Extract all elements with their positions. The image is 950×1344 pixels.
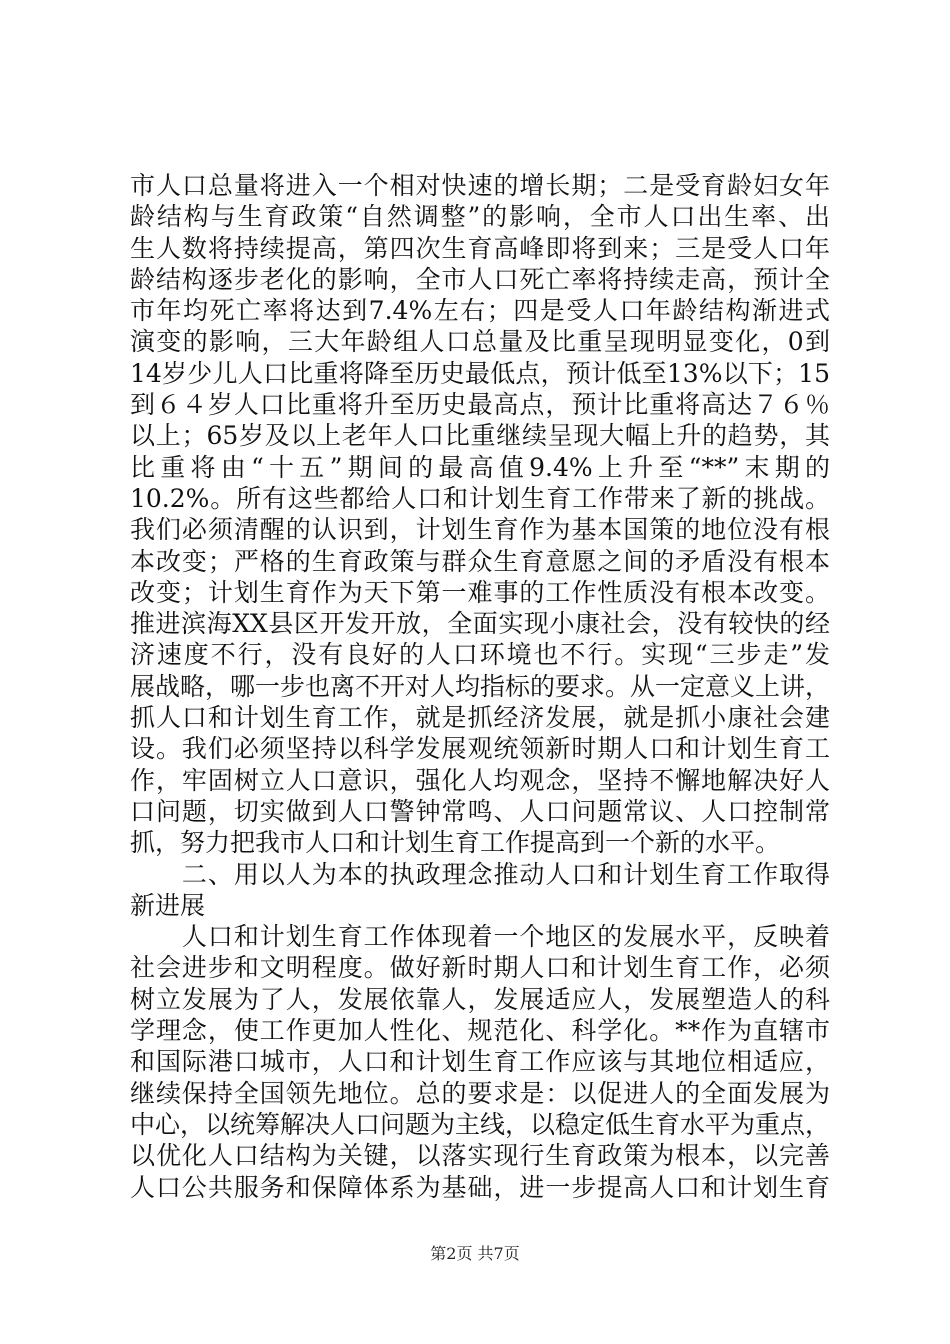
text-line: 人口和计划生育工作体现着一个地区的发展水平，反映着 [130,922,830,952]
page-number-footer: 第2页 共7页 [430,1244,520,1263]
text-line: 龄结构与生育政策“自然调整”的影响，全市人口出生率、出 [130,202,830,232]
text-line: 作，牢固树立人口意识，强化人均观念，坚持不懈地解决好人 [130,765,830,795]
text-line: 市年均死亡率将达到7.4%左右；四是受人口年龄结构渐进式 [130,296,830,326]
text-line: 生人数将持续提高，第四次生育高峰即将到来；三是受人口年 [130,233,830,263]
text-line: 改变；计划生育作为天下第一难事的工作性质没有根本改变。 [130,577,830,607]
section-heading-line: 新进展 [130,890,206,920]
text-line: 14岁少儿人口比重将降至历史最低点，预计低至13%以下；15 [130,358,830,388]
text-line: 社会进步和文明程度。做好新时期人口和计划生育工作，必须 [130,953,830,983]
text-line: 树立发展为了人，发展依靠人，发展适应人，发展塑造人的科 [130,984,830,1014]
text-line: 我们必须清醒的认识到，计划生育作为基本国策的地位没有根 [130,515,830,545]
text-line: 本改变；严格的生育政策与群众生育意愿之间的矛盾没有根本 [130,546,830,576]
text-line: 抓，努力把我市人口和计划生育工作提高到一个新的水平。 [130,828,781,858]
text-line: 推进滨海XX县区开发开放，全面实现小康社会，没有较快的经 [130,609,830,639]
text-line: 抓人口和计划生育工作，就是抓经济发展，就是抓小康社会建 [130,703,830,733]
text-line: 人口公共服务和保障体系为基础，进一步提高人口和计划生育 [130,1172,830,1202]
text-line: 以优化人口结构为关键，以落实现行生育政策为根本，以完善 [130,1141,830,1171]
text-line: 比重将由“十五”期间的最高值9.4%上升至“**”末期的 [130,452,830,482]
text-line: 10.2%。所有这些都给人口和计划生育工作带来了新的挑战。 [130,483,830,513]
text-line: 中心，以统筹解决人口问题为主线，以稳定低生育水平为重点， [130,1109,830,1139]
text-line: 龄结构逐步老化的影响，全市人口死亡率将持续走高，预计全 [130,264,830,294]
text-line: 口问题，切实做到人口警钟常鸣、人口问题常议、人口控制常 [130,796,830,826]
text-line: 和国际港口城市，人口和计划生育工作应该与其地位相适应， [130,1047,830,1077]
text-line: 到６４岁人口比重将升至历史最高点，预计比重将高达７６％ [130,390,830,420]
text-line: 以上；65岁及以上老年人口比重继续呈现大幅上升的趋势，其 [130,421,830,451]
text-line: 市人口总量将进入一个相对快速的增长期；二是受育龄妇女年 [130,171,830,200]
text-line: 展战略，哪一步也离不开对人均指标的要求。从一定意义上讲， [130,671,830,701]
section-heading-line: 二、用以人为本的执政理念推动人口和计划生育工作取得 [130,859,830,889]
text-line: 设。我们必须坚持以科学发展观统领新时期人口和计划生育工 [130,734,830,764]
text-line: 继续保持全国领先地位。总的要求是：以促进人的全面发展为 [130,1078,830,1108]
text-line: 演变的影响，三大年龄组人口总量及比重呈现明显变化，0到 [130,327,830,357]
text-line: 学理念，使工作更加人性化、规范化、科学化。**作为直辖市 [130,1016,830,1046]
text-line: 济速度不行，没有良好的人口环境也不行。实现“三步走”发 [130,640,830,670]
document-body [130,170,830,1203]
